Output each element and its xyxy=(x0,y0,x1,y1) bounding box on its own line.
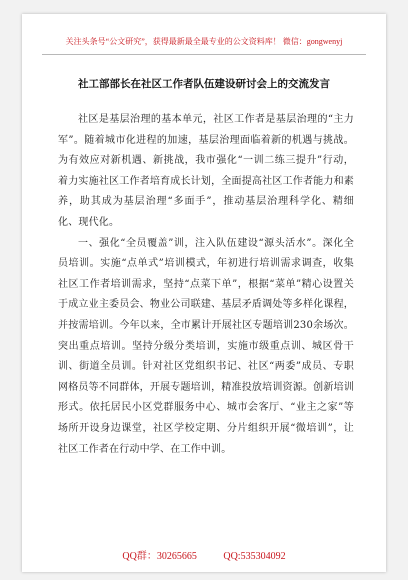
document-body xyxy=(58,110,354,460)
paragraph-intro: 社区是基层治理的基本单元，社区工作者是基层治理的“主力军”。随着城市化进程的加速，基层治理面临着新的机遇与挑战。为有效应对新机遇、新挑战，我市强化“一训二练三提升”行动，着力实施社区工作者培育成长计划，全面提高社区工作者能力和素养，助其成为基层治理“多面手”，推动基层治理科学化、精细化、现代化。 xyxy=(58,114,354,228)
document-title: 社工部部长在社区工作者队伍建设研讨会上的交流发言 xyxy=(78,78,330,90)
paragraph-section-1: 一、强化“全员覆盖”训，注入队伍建设“源头活水”。深化全员培训。实施“点单式”培训模式，年初进行培训需求调查，收集社区工作者培训需求，坚持“点菜下单”，根据“菜单”精心设置关于成立业主委员会、物业公司联建、基层矛盾调处等多样化课程，并按需培训。今年以来，全市累计开展社区专题培训230余场次。突出重点培训。坚持分级分类培训，实施市级重点训、城区骨干训、街道全员训。针对社区党组织书记、社区“两委”成员、专职网格员等不同群体，开展专题培训，精准投放培训资源。创新培训形式。依托居民小区党群服务中心、城市会客厅、“业主之家”等场所开设身边课堂，社区学校定期、分片组织开展“微培训”，让社区工作者在行动中学、在工作中训。 xyxy=(58,237,354,455)
document-page xyxy=(22,14,386,572)
promo-banner: 关注头条号“公文研究”，获得最新最全最专业的公文资料库！ 微信：gongwenyj xyxy=(65,37,343,46)
header-divider xyxy=(42,54,366,55)
qq-number-text: QQ:535304092 xyxy=(223,551,286,562)
contact-footer xyxy=(22,547,386,562)
qq-group-text: QQ群：30265665 xyxy=(122,551,197,562)
